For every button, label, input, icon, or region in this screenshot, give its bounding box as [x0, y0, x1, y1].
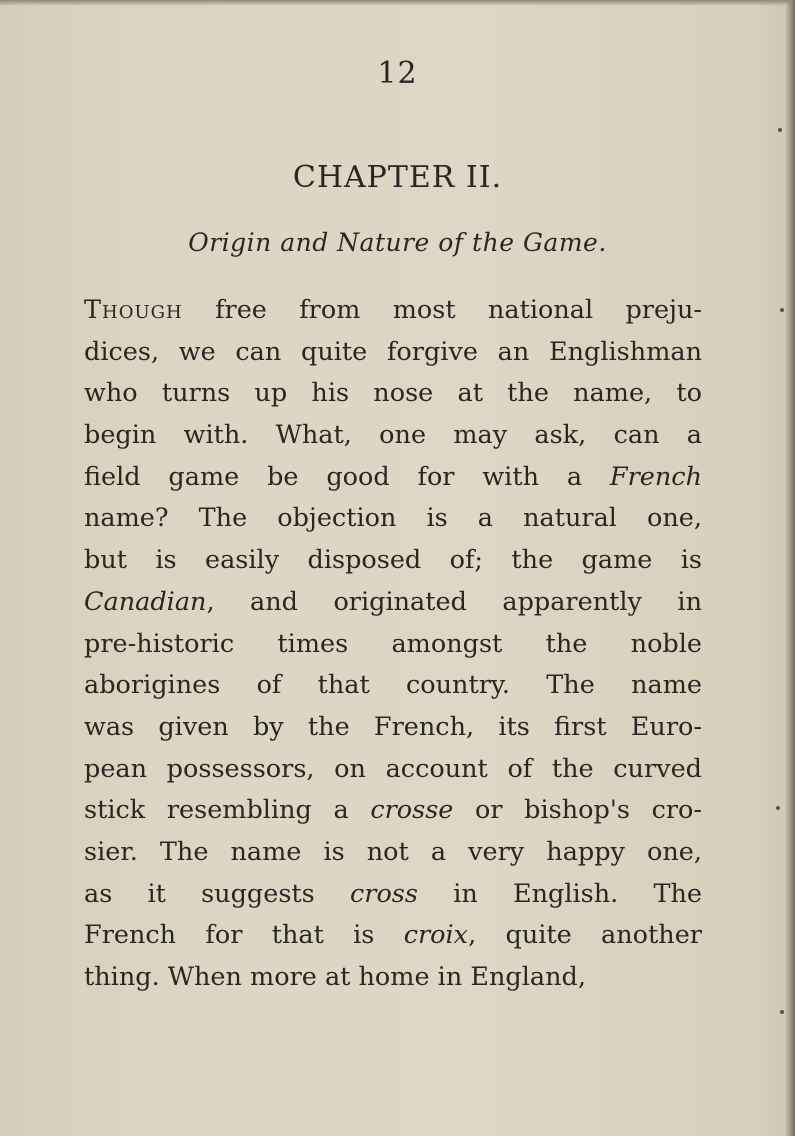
text-segment: in English. The [417, 878, 702, 909]
italic-word: croix [403, 920, 469, 951]
chapter-title: CHAPTER II. [292, 160, 503, 195]
text-segment: , quite another [468, 920, 702, 951]
text-line [84, 457, 702, 499]
text-segment: stick resembling a [84, 795, 371, 826]
body-paragraph [84, 290, 702, 999]
italic-word: cross [349, 878, 418, 909]
text-segment: name? The objection is a natural one, [84, 503, 702, 534]
text-line [84, 540, 702, 582]
text-segment: who turns up his nose at the name, to [84, 378, 702, 409]
text-line [84, 915, 702, 957]
text-line [84, 749, 702, 791]
text-segment: begin with. What, one may ask, can a [84, 420, 702, 451]
text-line [84, 957, 702, 999]
text-line [84, 332, 702, 374]
text-segment: was given by the French, its first Euro- [84, 711, 702, 742]
text-line [84, 624, 702, 666]
text-line [84, 790, 702, 832]
text-segment: sier. The name is not a very happy one, [84, 836, 702, 867]
text-segment: thing. When more at home in England, [84, 962, 586, 992]
text-line [84, 582, 702, 624]
paper-speck [780, 308, 784, 312]
italic-word: French [609, 461, 702, 492]
text-segment: or bishop's cro- [453, 795, 703, 826]
text-segment: aborigines of that country. The name [84, 670, 702, 701]
paper-speck [778, 128, 782, 132]
text-segment: free from most national preju- [182, 295, 702, 325]
page-number: 12 [377, 56, 418, 91]
text-segment: but is easily disposed of; the game is [84, 545, 702, 576]
text-line [84, 707, 702, 749]
text-segment: , and originated apparently in [206, 586, 702, 617]
small-caps-word: Though [84, 295, 183, 325]
text-line [84, 665, 702, 707]
text-line [84, 832, 702, 874]
text-segment: pean possessors, on account of the curved [84, 753, 702, 784]
paper-speck [780, 1010, 784, 1014]
paper-speck [776, 806, 780, 810]
text-line [84, 290, 702, 332]
text-segment: field game be good for with a [84, 461, 610, 492]
italic-word: crosse [370, 795, 454, 826]
text-line [84, 874, 702, 916]
text-segment: dices, we can quite forgive an Englishman [84, 336, 702, 367]
italic-word: Canadian [84, 586, 207, 617]
text-segment: French for that is [84, 920, 404, 951]
text-segment: pre-historic times amongst the noble [84, 628, 702, 659]
text-line [84, 373, 702, 415]
text-line [84, 498, 702, 540]
page-top-edge [0, 0, 795, 6]
text-segment: as it suggests [84, 878, 350, 909]
chapter-subtitle: Origin and Nature of the Game. [188, 228, 607, 257]
text-line [84, 415, 702, 457]
